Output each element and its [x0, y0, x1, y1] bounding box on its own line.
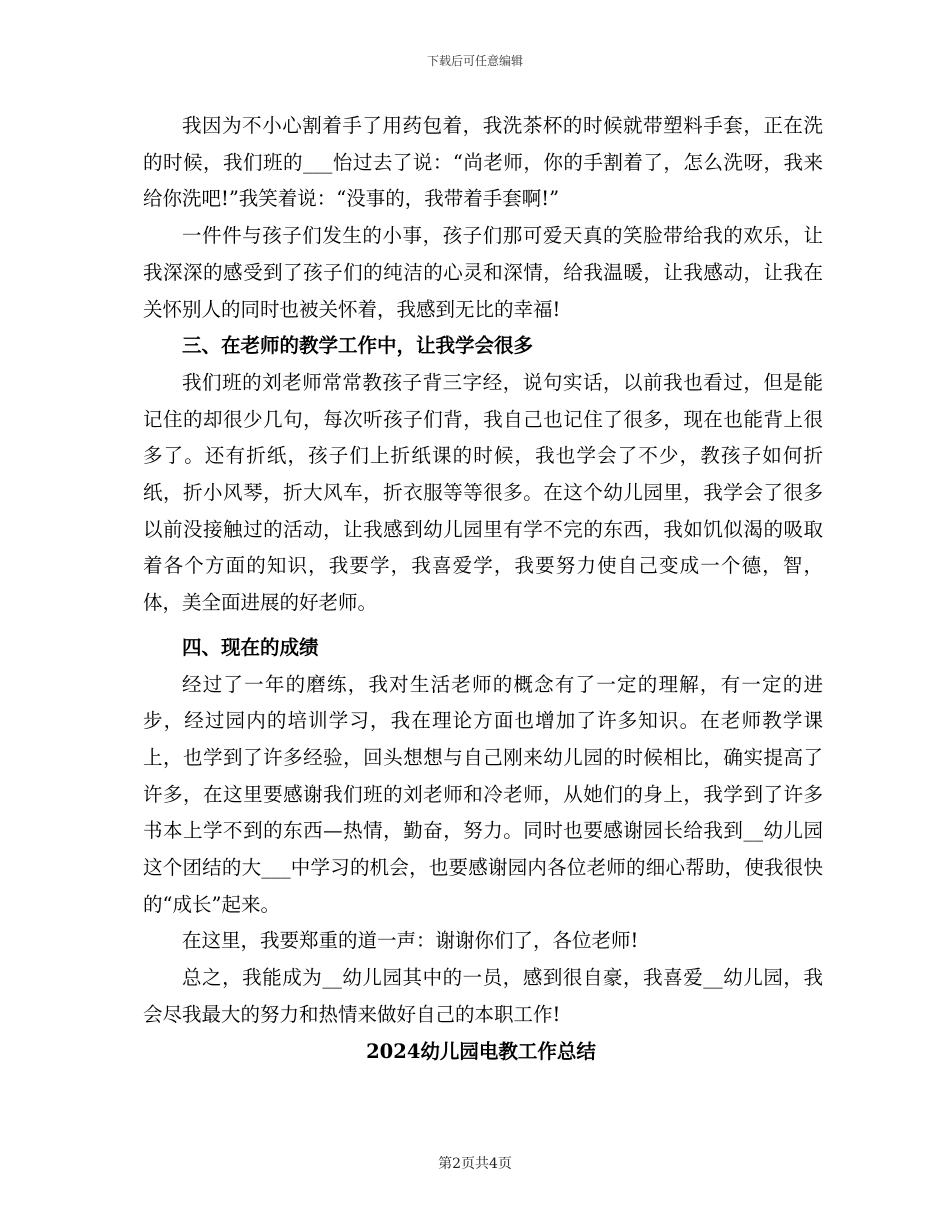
next-document-title: 2024幼儿园电教工作总结 [366, 1039, 596, 1063]
paragraph-little-things: 一件件与孩子们发生的小事，孩子们那可爱天真的笑脸带给我的欢乐，让我深深的感受到了孩子们的纯洁的心灵和深情，给我温暖，让我感动，让我在关怀别人的同时也被关怀着，我感到无比的幸福! [143, 224, 823, 321]
document-body [143, 108, 823, 1070]
paragraph-conclusion: 总之，我能成为__幼儿园其中的一员，感到很自豪，我喜爱__幼儿园，我会尽我最大的努力和热情来做好自己的本职工作! [143, 966, 823, 1026]
section-heading-4: 四、现在的成绩 [182, 635, 319, 659]
paragraph-learning: 我们班的刘老师常常教孩子背三字经，说句实话，以前我也看过，但是能记住的却很少几句，每次听孩子们背，我自己也记住了很多，现在也能背上很多了。还有折纸，孩子们上折纸课的时候，我也学会了不少，教孩子如何折纸，折小风琴，折大风车，折衣服等等很多。在这个幼儿园里，我学会了很多以前没接触过的活动，让我感到幼儿园里有学不完的东西，我如饥似渴的吸取着各个方面的知识，我要学，我喜爱学，我要努力使自己变成一个德，智，体，美全面进展的好老师。 [143, 370, 823, 615]
paragraph-thanks: 在这里，我要郑重的道一声：谢谢你们了，各位老师! [182, 929, 639, 953]
page-footer: 第2页共4页 [438, 1156, 512, 1172]
paragraph-achievements: 经过了一年的磨练，我对生活老师的概念有了一定的理解，有一定的进步，经过园内的培训学习，我在理论方面也增加了许多知识。在老师教学课上，也学到了许多经验，回头想想与自己刚来幼儿园的时候相比，确实提高了许多，在这里要感谢我们班的刘老师和冷老师，从她们的身上，我学到了许多书本上学不到的东西—热情，勤奋，努力。同时也要感谢园长给我到__幼儿园这个团结的大___中学习的机会，也要感谢园内各位老师的细心帮助，使我很快的“成长”起来。 [143, 672, 823, 916]
paragraph-glove-story: 我因为不小心割着手了用药包着，我洗茶杯的时候就带塑料手套，正在洗的时候，我们班的___怡过去了说：“尚老师，你的手割着了，怎么洗呀，我来给你洗吧!”我笑着说：“没事的，我带着手套啊!” [143, 114, 823, 211]
page-header: 下载后可任意编辑 [426, 54, 523, 68]
section-heading-3: 三、在老师的教学工作中，让我学会很多 [182, 334, 534, 358]
